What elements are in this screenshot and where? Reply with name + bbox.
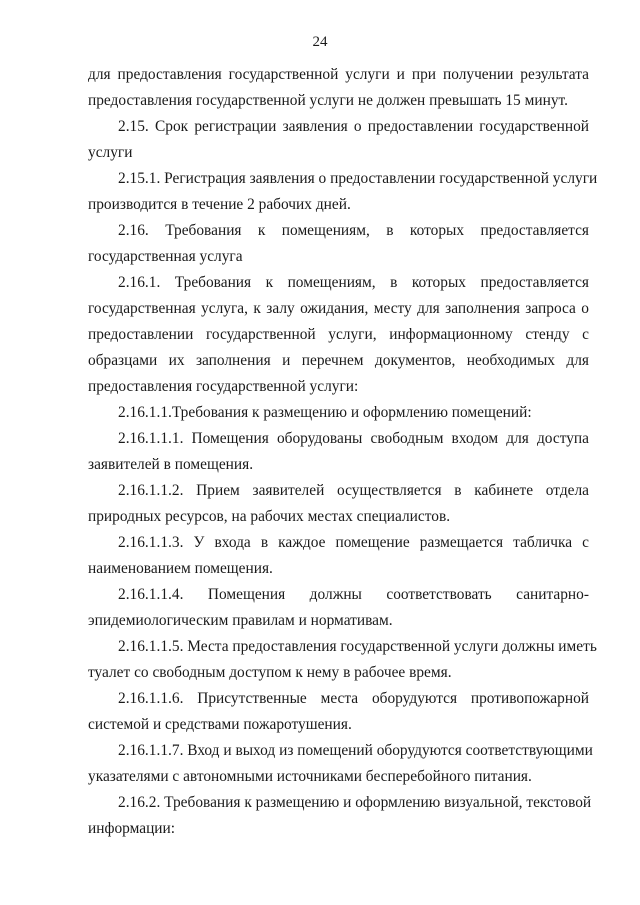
text-line: заявителей в помещения. — [88, 456, 254, 473]
text-line: наименованием помещения. — [88, 560, 273, 577]
text-line: образцами их заполнения и перечнем документов, необходимых для — [88, 352, 589, 369]
text-line: 2.16.1.1.5. Места предоставления государственной услуги должны иметь — [118, 638, 597, 655]
paragraph — [88, 634, 597, 686]
text-line: 2.16.2. Требования к размещению и оформлению визуальной, текстовой — [118, 794, 592, 811]
text-line: предоставления государственной услуги не должен превышать 15 минут. — [88, 92, 568, 109]
text-line: государственная услуга — [88, 248, 243, 265]
text-line: услуги — [88, 144, 133, 161]
text-line: эпидемиологическим правилам и нормативам. — [88, 612, 393, 629]
paragraph — [88, 270, 589, 400]
text-line: 2.16.1.1.3. У входа в каждое помещение размещается табличка с — [118, 534, 589, 551]
text-line: туалет со свободным доступом к нему в рабочее время. — [88, 664, 452, 681]
text-line: 2.16.1.1.6. Присутственные места оборудуются противопожарной — [118, 690, 589, 707]
text-line: 2.15. Срок регистрации заявления о предоставлении государственной — [118, 118, 589, 135]
text-line: 2.15.1. Регистрация заявления о предоставлении государственной услуги — [118, 170, 598, 187]
text-line: 2.16.1.1.4. Помещения должны соответствовать санитарно- — [118, 586, 589, 603]
text-line: предоставлении государственной услуги, информационному стенду с — [88, 326, 589, 343]
text-line: 2.16.1. Требования к помещениям, в которых предоставляется — [118, 274, 589, 291]
paragraph — [88, 790, 592, 842]
section-heading — [88, 218, 589, 270]
text-line: информации: — [88, 820, 176, 837]
page-number: 24 — [312, 34, 328, 50]
paragraph — [88, 166, 598, 218]
paragraph — [88, 686, 589, 738]
paragraph — [88, 426, 589, 478]
text-line: природных ресурсов, на рабочих местах специалистов. — [88, 508, 451, 525]
text-line: 2.16.1.1.2. Прием заявителей осуществляется в кабинете отдела — [118, 482, 589, 499]
document-body — [88, 62, 598, 842]
text-line: государственная услуга, к залу ожидания, месту для заполнения запроса о — [88, 300, 589, 317]
text-line: 2.16.1.1.1. Помещения оборудованы свободным входом для доступа — [118, 430, 589, 447]
paragraph — [88, 738, 593, 790]
paragraph — [88, 530, 589, 582]
text-line: 2.16.1.1.7. Вход и выход из помещений оборудуются соответствующими — [118, 742, 593, 759]
paragraph — [88, 400, 589, 426]
text-line: предоставления государственной услуги: — [88, 378, 359, 395]
text-line: указателями с автономными источниками бесперебойного питания. — [88, 768, 532, 785]
text-line: 2.16. Требования к помещениям, в которых предоставляется — [118, 222, 589, 239]
paragraph — [88, 478, 589, 530]
text-line: системой и средствами пожаротушения. — [88, 716, 352, 733]
text-line: для предоставления государственной услуги и при получении результата — [88, 66, 589, 83]
paragraph — [88, 582, 589, 634]
text-line: производится в течение 2 рабочих дней. — [88, 196, 351, 213]
text-line: 2.16.1.1.Требования к размещению и оформлению помещений: — [118, 404, 532, 421]
paragraph — [88, 62, 589, 114]
section-heading — [88, 114, 589, 166]
